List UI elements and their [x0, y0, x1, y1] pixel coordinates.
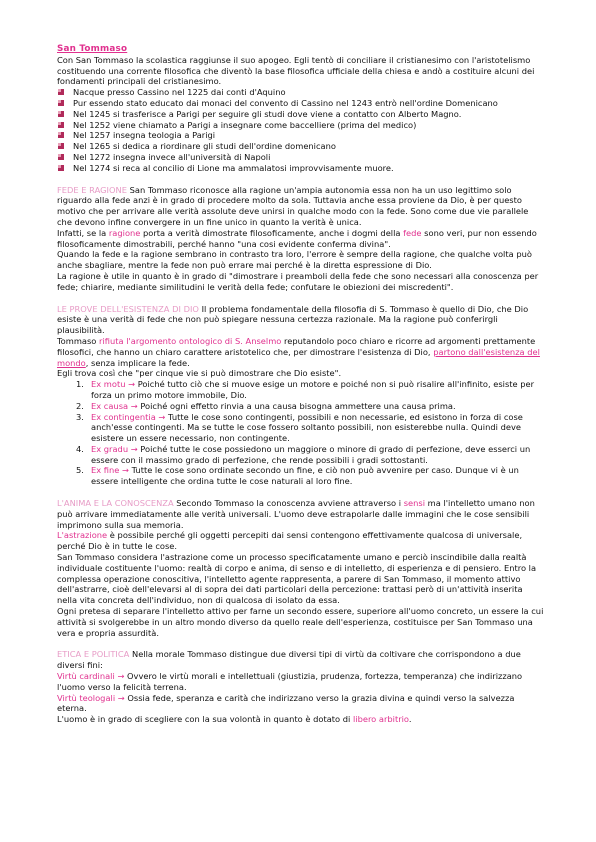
right-arrow-icon: →	[155, 411, 166, 422]
bio-item: Nel 1274 si reca al concilio di Lione ma ammalatosi improvvisamente muore.	[57, 163, 544, 174]
via-item: 5. Ex fine → Tutte le cose sono ordinate secondo un fine, e ciò non può avvenire per caso. Dunque vi è un essere intelligente che ordina tutte le cose naturali al loro fine.	[76, 465, 519, 487]
bullet-square-icon	[57, 110, 65, 118]
fede-paragraph-2: Infatti, se la ragione porta a verità dimostrate filosoficamente, anche i dogmi della fede sono veri, pur non essendo filosoficamente dimostrabili, perché hanno "una cosi evidente conferma divina".	[57, 227, 537, 249]
via-item: 2. Ex causa → Poiché ogni effetto rinvia a una causa bisogna ammettere una causa prima.	[76, 400, 456, 411]
prove-paragraph-1: LE PROVE DELL'ESISTENZA DI DIO Il problema fondamentale della filosofia di S. Tommaso è quello di Dio, che Dio esiste è una verità di fede che non può spiegare nessuna certezza razionale. Ma la ragione può conferirgli plausibilità.	[57, 303, 529, 336]
intro-paragraph: Con San Tommaso la scolastica raggiunse il suo apogeo. Egli tentò di conciliare il cristianesimo con l'aristotelismo costituendo una corrente filosofica che diventò la base filosofica ufficiale della chiesa e andò a costituire alcuni dei fondamenti principali del cristianesimo.	[57, 54, 535, 87]
fede-paragraph-4: La ragione è utile in quanto è in grado di "dimostrare i preamboli della fede che sono necessari alla conoscenza per fede; chiarire, mediante similitudini le verità della fede; confutare le obiezioni dei miscredenti".	[57, 270, 539, 292]
right-arrow-icon: →	[128, 400, 138, 411]
biography-list	[57, 87, 544, 173]
bullet-square-icon	[57, 153, 65, 161]
prove-heading: LE PROVE DELL'ESISTENZA DI DIO	[57, 303, 199, 314]
bullet-square-icon	[57, 131, 65, 139]
bullet-square-icon	[57, 142, 65, 150]
anima-paragraph-1: L'ANIMA E LA CONOSCENZA Secondo Tommaso la conoscenza avviene attraverso i sensi ma l'intelletto umano non può arrivare immediatamente alle verità universali. L'uomo deve estrapolarle dalle immagini che le cose sensibili imprimono sulla sua memoria.	[57, 498, 535, 530]
bullet-square-icon	[57, 99, 65, 107]
anima-paragraph-4: Ogni pretesa di separare l'intelletto attivo per farne un secondo essere, superiore all'uomo concreto, un essere la cui attività si svolgerebbe in un altro mondo diverso da quello reale dell'esperienza, costituisce per San Tommaso una vera e propria assurdità.	[57, 606, 544, 638]
via-item: 3. Ex contingentia → Tutte le cose sono contingenti, possibili e non necessarie, ed esistono in forza di cose anch'esse contingenti. Ma se tutte le cose fossero soltanto possibili, non esisterebbe nulla. Quindi deve esistere un essere necessario, non contingente.	[76, 411, 523, 444]
bio-item: Nel 1252 viene chiamato a Parigi a insegnare come baccelliere (prima del medico)	[57, 120, 544, 131]
etica-paragraph-1: ETICA E POLITICA Nella morale Tommaso distingue due diversi tipi di virtù da coltivare che corrispondono a due diversi fini:	[57, 649, 521, 671]
right-arrow-icon: →	[125, 379, 136, 390]
document-body	[57, 44, 544, 725]
cinque-vie-list	[57, 379, 544, 487]
bio-item: Nacque presso Cassino nel 1225 dai conti d'Aquino	[57, 87, 544, 98]
prove-paragraph-3: Egli trova così che "per cinque vie si può dimostrare che Dio esiste".	[57, 368, 342, 379]
virtu-cardinali: Virtù cardinali → Ovvero le virtù morali e intellettuali (giustizia, prudenza, fortezza, temperanza) che indirizzano l'uomo verso la felicità terrena.	[57, 671, 523, 692]
bio-item: Nel 1265 si dedica a riordinare gli studi dell'ordine domenicano	[57, 141, 544, 152]
etica-heading: ETICA E POLITICA	[57, 649, 130, 660]
fede-heading: FEDE E RAGIONE	[57, 184, 127, 195]
bio-item: Nel 1245 si trasferisce a Parigi per seguire gli studi dove viene a contatto con Alberto Magno.	[57, 109, 544, 120]
bullet-square-icon	[57, 88, 65, 96]
right-arrow-icon: →	[117, 671, 125, 682]
bio-item: Nel 1272 insegna invece all'università di Napoli	[57, 152, 544, 163]
bio-item: Nel 1257 insegna teologia a Parigi	[57, 130, 544, 141]
bullet-square-icon	[57, 164, 65, 172]
right-arrow-icon: →	[119, 465, 129, 476]
virtu-teologali: Virtù teologali → Ossia fede, speranza e carità che indirizzano verso la grazia divina e quindi verso la salvezza eterna.	[57, 692, 515, 714]
right-arrow-icon: →	[117, 692, 125, 703]
via-item: 1. Ex motu → Poiché tutto ciò che si muove esige un motore e poiché non si può risalire all'infinito, esiste per forza un primo motore immobile, Dio.	[76, 379, 535, 400]
right-arrow-icon: →	[128, 443, 138, 454]
bullet-square-icon	[57, 121, 65, 129]
page-title: San Tommaso	[57, 44, 128, 54]
fede-paragraph-3: Quando la fede e la ragione sembrano in contrasto tra loro, l'errore è sempre della ragione, che qualche volta può anche sbagliare, mentre la fede non può errare mai perché è la diretta espressione di Dio.	[57, 249, 532, 271]
anima-heading: L'ANIMA E LA CONOSCENZA	[57, 498, 174, 509]
fede-paragraph-1: FEDE E RAGIONE San Tommaso riconosce alla ragione un'ampia autonomia essa non ha un uso legittimo solo riguardo alla fede anzi è in grado di procedere molto da sola. Tuttavia anche essa proviene da Dio, è per questo motivo che per arrivare alle verità assolute deve unirsi in qualche modo con la fede. Sono come due vie parallele che devono infine convergere in un fine unico in quanto la verità è unica.	[57, 184, 529, 227]
prove-paragraph-2: Tommaso rifiuta l'argomento ontologico di S. Anselmo reputandolo poco chiaro e ricorre ad argomenti prettamente filosofici, che hanno un chiaro carattere aristotelico che, per dimostrare l'esistenza di Dio, partono dall'esistenza del mondo, senza implicare la fede.	[57, 335, 540, 368]
anima-paragraph-3: San Tommaso considera l'astrazione come un processo specificatamente umano e perciò inscindibile dalla realtà individuale costituente l'uomo: realtà di corpo e anima, di senso e di intelletto, di esperienza e di pensiero. Entro la complessa operazione conoscitiva, l'intelletto agente rappresenta, a parere di San Tommaso, il momento attivo dell'astrarre, cioè dell'elevarsi al di sopra dei dati particolari della percezione: trattasi però di un'attività inserita nella vita concreta dell'individuo, non di qualcosa di isolato da essa.	[57, 552, 537, 606]
bio-item: Pur essendo stato educato dai monaci del convento di Cassino nel 1243 entrò nell'ordine Domenicano	[57, 98, 544, 109]
anima-paragraph-2: L'astrazione è possibile perché gli oggetti percepiti dai sensi contengono effettivamente qualcosa di universale, perché Dio è in tutte le cose.	[57, 530, 523, 552]
etica-paragraph-4: L'uomo è in grado di scegliere con la sua volontà in quanto è dotato di libero arbitrio.	[57, 714, 412, 725]
via-item: 4. Ex gradu → Poiché tutte le cose possiedono un maggiore o minore di grado di perfezione, deve esserci un essere con il massimo grado di perfezione, che rende possibili i gradi sottostanti.	[76, 443, 531, 465]
